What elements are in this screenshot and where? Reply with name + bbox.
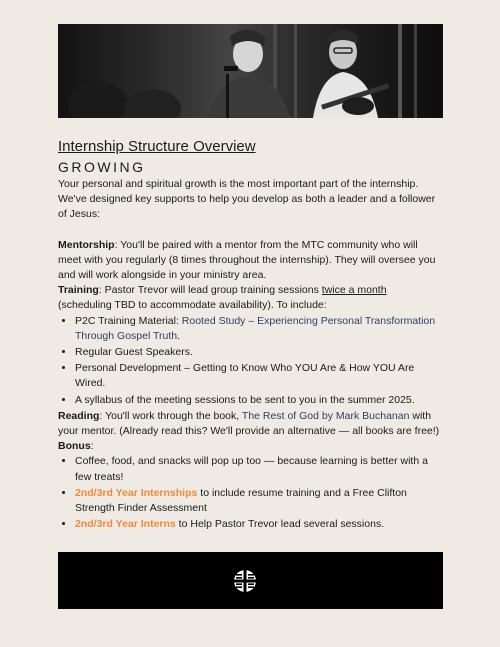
reading-label: Reading: [58, 409, 100, 422]
book-link[interactable]: The Rest of God by Mark Buchanan: [241, 409, 410, 422]
page-title: Internship Structure Overview: [58, 138, 256, 155]
list-item: [75, 486, 443, 516]
training-paragraph: [58, 283, 443, 313]
bonus-item-text: to include resume training and a Free Clifton Strength Finder Assessment: [75, 486, 407, 515]
bonus-list: [58, 454, 443, 532]
bonus-highlight: 2nd/3rd Year Interns: [75, 518, 176, 531]
bonus-highlight: 2nd/3rd Year Internships: [75, 486, 198, 499]
reading-text-continued: with your mentor. (Already read this? We'll provide an alternative — all books are free!): [58, 409, 440, 438]
bonus-label: Bonus: [58, 440, 91, 453]
list-item: • Regular Guest Speakers.: [75, 345, 443, 360]
list-item: • Coffee, food, and snacks will pop up too — because learning is better with a few treats!: [75, 454, 443, 484]
section-subtitle: GROWING: [58, 159, 146, 175]
training-item-prefix: P2C Training Material:: [75, 314, 182, 327]
training-label: Training: [58, 284, 99, 297]
bonus-item-text: to Help Pastor Trevor lead several sessions.: [175, 518, 385, 531]
bonus-paragraph: [58, 439, 443, 454]
church-cross-logo-icon: [233, 569, 257, 593]
training-list: [58, 314, 443, 408]
list-item: • A syllabus of the meeting sessions to be sent to you in the summer 2025.: [75, 393, 443, 408]
reading-paragraph: [58, 409, 443, 439]
list-item: [75, 314, 443, 344]
list-item: • Personal Development – Getting to Know Who YOU Are & How YOU Are Wired.: [75, 361, 443, 391]
worship-band-photo: [58, 24, 443, 118]
internship-content: [58, 138, 443, 533]
rooted-study-link[interactable]: Rooted Study – Experiencing Personal Transformation Through Gospel Truth: [75, 314, 436, 342]
list-item: [75, 517, 443, 532]
footer-bar: [58, 552, 443, 609]
training-text-continued: (scheduling TBD to accommodate availability). To include:: [58, 299, 327, 312]
training-item-suffix: .: [177, 329, 181, 342]
training-frequency: twice a month: [321, 284, 387, 297]
spacer: [58, 223, 443, 238]
mentorship-text: : You'll be paired with a mentor from the MTC community who will meet with you regularly (8 times throughout the internship). They will oversee you and will work alongside in your ministry area.: [58, 238, 436, 282]
reading-text: : You'll work through the book,: [99, 409, 242, 422]
bonus-colon: :: [90, 440, 94, 453]
mentorship-paragraph: [58, 238, 443, 284]
training-text: : Pastor Trevor will lead group training sessions: [98, 284, 322, 297]
intro-paragraph: Your personal and spiritual growth is the most important part of the internship. We've designed key supports to help you develop as both a leader and a follower of Jesus:: [58, 178, 436, 221]
hero-photo: [58, 24, 443, 118]
mentorship-label: Mentorship: [58, 238, 115, 251]
